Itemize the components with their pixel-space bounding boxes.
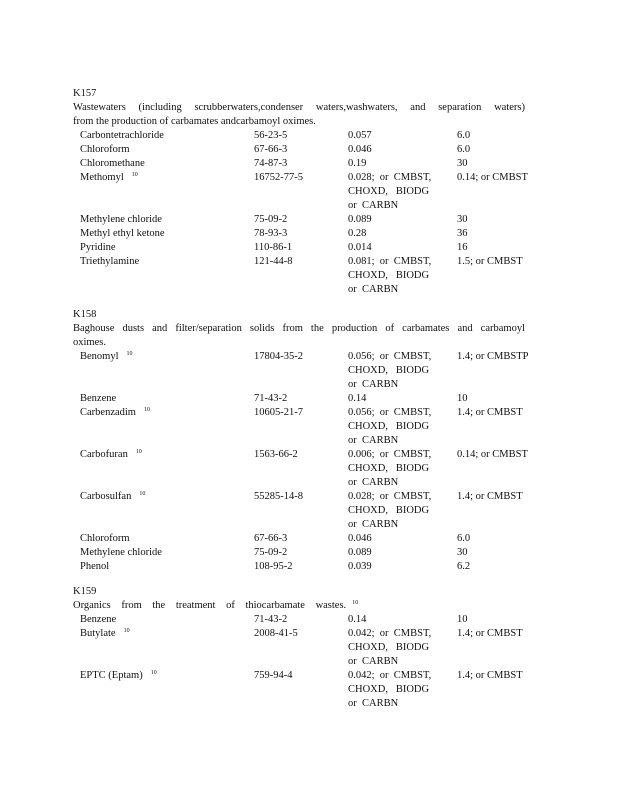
nonwastewater-standard: 0.14; or CMBST xyxy=(457,449,528,460)
nonwastewater-standard: 1.5; or CMBST xyxy=(457,256,523,267)
footnote-marker: 10 xyxy=(150,670,157,676)
wastewater-standard: 0.014 xyxy=(348,242,372,253)
wastewater-standard: 0.042; or CMBST, CHOXD, BIODG or CARBN xyxy=(348,670,432,709)
waste-code-k158: K158 xyxy=(73,309,97,320)
cas-number: 75-09-2 xyxy=(254,547,288,558)
cas-number: 2008-41-5 xyxy=(254,628,298,639)
wastewater-standard: 0.056; or CMBST, CHOXD, BIODG or CARBN xyxy=(348,407,432,446)
footnote-marker: 10 xyxy=(123,628,130,634)
footnote-marker: 10 xyxy=(352,600,359,606)
constituent-name: Carbosulfan xyxy=(80,491,132,502)
constituent-name: Methylene chloride xyxy=(80,214,162,225)
wastewater-standard: 0.19 xyxy=(348,158,367,169)
nonwastewater-standard: 1.4; or CMBST xyxy=(457,670,523,681)
nonwastewater-standard: 10 xyxy=(457,614,468,625)
wastewater-standard: 0.039 xyxy=(348,561,372,572)
waste-description-cont: from the production of carbamates andcarbamoyl oximes. xyxy=(73,116,316,127)
cas-number: 67-66-3 xyxy=(254,144,288,155)
constituent-name-cell xyxy=(80,350,133,364)
constituent-name-cell xyxy=(80,171,138,185)
nonwastewater-standard: 1.4; or CMBST xyxy=(457,407,523,418)
constituent-name: Butylate xyxy=(80,628,116,639)
cas-number: 16752-77-5 xyxy=(254,172,303,183)
nonwastewater-standard: 0.14; or CMBST xyxy=(457,172,528,183)
wastewater-standard: 0.14 xyxy=(348,614,367,625)
waste-description: Wastewaters (including scrubberwaters,condenser waters,washwaters, and separation waters) xyxy=(73,102,525,113)
wastewater-standard: 0.089 xyxy=(348,214,372,225)
nonwastewater-standard: 30 xyxy=(457,158,468,169)
waste-description: Baghouse dusts and filter/separation solids from the production of carbamates and carbamoyl xyxy=(73,323,525,334)
nonwastewater-standard: 1.4; or CMBST xyxy=(457,628,523,639)
nonwastewater-standard: 36 xyxy=(457,228,468,239)
constituent-name: Pyridine xyxy=(80,242,116,253)
nonwastewater-standard: 6.2 xyxy=(457,561,471,572)
constituent-name: Methomyl xyxy=(80,172,124,183)
cas-number: 759-94-4 xyxy=(254,670,293,681)
cas-number: 10605-21-7 xyxy=(254,407,303,418)
constituent-name: Benomyl xyxy=(80,351,119,362)
nonwastewater-standard: 6.0 xyxy=(457,130,471,141)
cas-number: 67-66-3 xyxy=(254,533,288,544)
cas-number: 17804-35-2 xyxy=(254,351,303,362)
footnote-marker: 10 xyxy=(131,172,138,178)
constituent-name: Chloroform xyxy=(80,144,130,155)
wastewater-standard: 0.28 xyxy=(348,228,367,239)
cas-number: 56-23-5 xyxy=(254,130,288,141)
constituent-name: Carbenzadim xyxy=(80,407,136,418)
wastewater-standard: 0.042; or CMBST, CHOXD, BIODG or CARBN xyxy=(348,628,432,667)
constituent-name: Triethylamine xyxy=(80,256,140,267)
cas-number: 108-95-2 xyxy=(254,561,293,572)
nonwastewater-standard: 1.4; or CMBST xyxy=(457,491,523,502)
wastewater-standard: 0.046 xyxy=(348,144,372,155)
wastewater-standard: 0.046 xyxy=(348,533,372,544)
waste-code-k157: K157 xyxy=(73,88,97,99)
waste-code-k159: K159 xyxy=(73,586,97,597)
wastewater-standard: 0.028; or CMBST, CHOXD, BIODG or CARBN xyxy=(348,172,432,211)
cas-number: 74-87-3 xyxy=(254,158,288,169)
nonwastewater-standard: 6.0 xyxy=(457,533,471,544)
cas-number: 55285-14-8 xyxy=(254,491,303,502)
wastewater-standard: 0.057 xyxy=(348,130,372,141)
footnote-marker: 10 xyxy=(139,491,146,497)
constituent-name-cell xyxy=(80,406,150,420)
constituent-name: Phenol xyxy=(80,561,110,572)
footnote-marker: 10 xyxy=(126,351,133,357)
cas-number: 121-44-8 xyxy=(254,256,293,267)
cas-number: 1563-66-2 xyxy=(254,449,298,460)
constituent-name: Chloroform xyxy=(80,533,130,544)
cas-number: 71-43-2 xyxy=(254,393,288,404)
cas-number: 75-09-2 xyxy=(254,214,288,225)
constituent-name-cell xyxy=(80,490,145,504)
constituent-name: EPTC (Eptam) xyxy=(80,670,143,681)
nonwastewater-standard: 16 xyxy=(457,242,468,253)
wastewater-standard: 0.14 xyxy=(348,393,367,404)
nonwastewater-standard: 30 xyxy=(457,214,468,225)
nonwastewater-standard: 6.0 xyxy=(457,144,471,155)
waste-description-cell xyxy=(73,599,358,613)
footnote-marker: 10 xyxy=(143,407,150,413)
wastewater-standard: 0.089 xyxy=(348,547,372,558)
waste-description: Organics from the treatment of thiocarbamate wastes. xyxy=(73,600,347,611)
constituent-name-cell xyxy=(80,448,142,462)
constituent-name: Carbofuran xyxy=(80,449,128,460)
wastewater-standard: 0.028; or CMBST, CHOXD, BIODG or CARBN xyxy=(348,491,432,530)
cas-number: 71-43-2 xyxy=(254,614,288,625)
constituent-name: Carbontetrachloride xyxy=(80,130,164,141)
wastewater-standard: 0.006; or CMBST, CHOXD, BIODG or CARBN xyxy=(348,449,432,488)
footnote-marker: 10 xyxy=(135,449,142,455)
wastewater-standard: 0.056; or CMBST, CHOXD, BIODG or CARBN xyxy=(348,351,432,390)
constituent-name: Methylene chloride xyxy=(80,547,162,558)
constituent-name-cell xyxy=(80,669,157,683)
constituent-name: Methyl ethyl ketone xyxy=(80,228,165,239)
nonwastewater-standard: 30 xyxy=(457,547,468,558)
constituent-name: Benzene xyxy=(80,393,117,404)
cas-number: 110-86-1 xyxy=(254,242,293,253)
nonwastewater-standard: 10 xyxy=(457,393,468,404)
constituent-name-cell xyxy=(80,627,130,641)
constituent-name: Chloromethane xyxy=(80,158,145,169)
wastewater-standard: 0.081; or CMBST, CHOXD, BIODG or CARBN xyxy=(348,256,432,295)
cas-number: 78-93-3 xyxy=(254,228,288,239)
nonwastewater-standard: 1.4; or CMBSTP xyxy=(457,351,529,362)
constituent-name: Benzene xyxy=(80,614,117,625)
waste-description-cont: oximes. xyxy=(73,337,106,348)
